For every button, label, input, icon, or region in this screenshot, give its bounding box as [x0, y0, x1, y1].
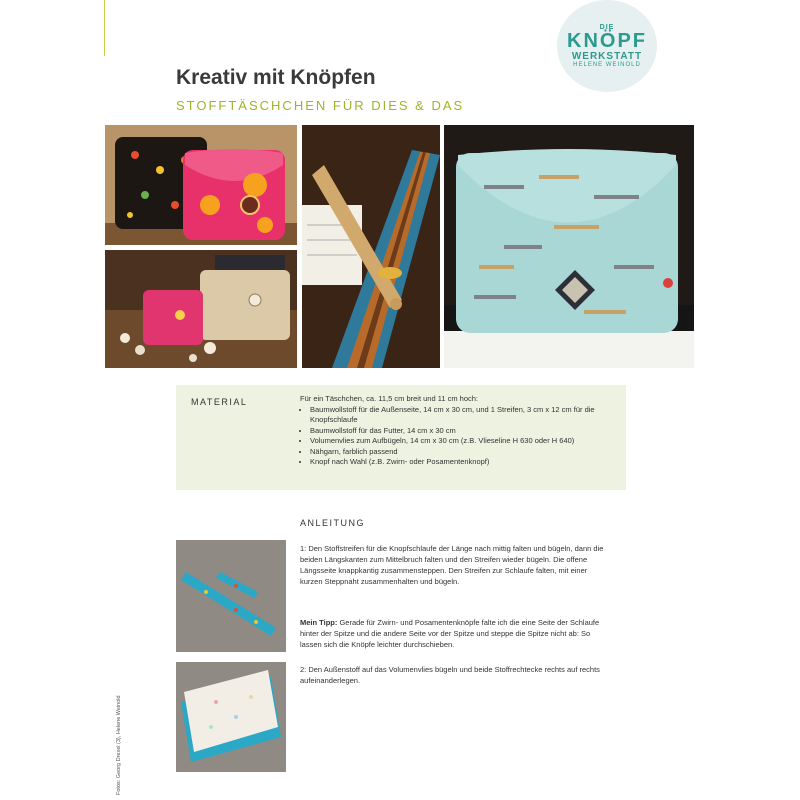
material-intro: Für ein Täschchen, ca. 11,5 cm breit und 11 cm hoch:	[300, 394, 479, 403]
tip-paragraph	[300, 617, 610, 650]
photo-pouches-table-buttons	[105, 250, 297, 368]
page-subtitle: STOFFTÄSCHCHEN FÜR DIES & DAS	[176, 98, 465, 113]
logo-line-2: KNÖPF	[567, 30, 647, 52]
logo	[557, 0, 657, 92]
edge-line	[104, 0, 105, 56]
logo-line-1: DIE	[599, 24, 615, 31]
photo-credit-text: Fotos: Georg Drexel (3), Helene Weinold	[116, 695, 122, 795]
step-2-text: 2: Den Außenstoff auf das Volumenvlies bügeln und beide Stoffrechtecke rechts auf rechts aufeinanderlegen.	[300, 665, 600, 685]
tip-text: Gerade für Zwirn- und Posamentenknöpfe falte ich die eine Seite der Schlaufe hinter der Spitze und die andere Seite vor der Spitze und steppe die Spitze nicht ab: So lassen sich die Knöpfe leichter durchschieben.	[300, 618, 600, 649]
logo-line-3: WERKSTATT	[571, 51, 643, 62]
material-item: • Volumenvlies zum Aufbügeln, 14 cm x 30 cm (z.B. Vlieseline H 630 oder H 640)	[310, 436, 618, 447]
photo-step-1-loop-strip	[176, 540, 286, 652]
material-item: • Nähgarn, farblich passend	[310, 447, 618, 458]
material-list	[300, 394, 618, 468]
photo-pouches-pink-black	[105, 125, 297, 245]
anleitung-heading: ANLEITUNG	[300, 518, 366, 528]
step-1-text: 1: Den Stoffstreifen für die Knopfschlaufe der Länge nach mittig falten und bügeln, dann die beiden Längskanten zum Mittelbruch falten und den Streifen wieder bügeln. Die offene Längsseite knappkantig zusammensteppen. Den Streifen zur Schlaufe falten, mit einer kurzen Steppnaht zusammenhalten und bügeln.	[300, 544, 604, 586]
photo-step-2-fabric-rectangles	[176, 662, 286, 772]
photo-credit	[116, 680, 124, 795]
material-item: • Knopf nach Wahl (z.B. Zwirn- oder Posamentenknopf)	[310, 457, 618, 468]
page-title: Kreativ mit Knöpfen	[176, 66, 376, 89]
material-item: • Baumwollstoff für das Futter, 14 cm x 30 cm	[310, 426, 618, 437]
logo-line-4: HELENE WEINOLD	[573, 62, 641, 68]
photo-keys-pouch-piano	[444, 125, 694, 368]
material-item: • Baumwollstoff für die Außenseite, 14 cm x 30 cm, und 1 Streifen, 3 cm x 12 cm für die Knopfschlaufe	[310, 405, 618, 426]
material-box	[176, 385, 626, 490]
material-label: MATERIAL	[191, 397, 248, 407]
tip-label: Mein Tipp:	[300, 618, 338, 627]
photo-recorder-pouch	[302, 125, 440, 368]
